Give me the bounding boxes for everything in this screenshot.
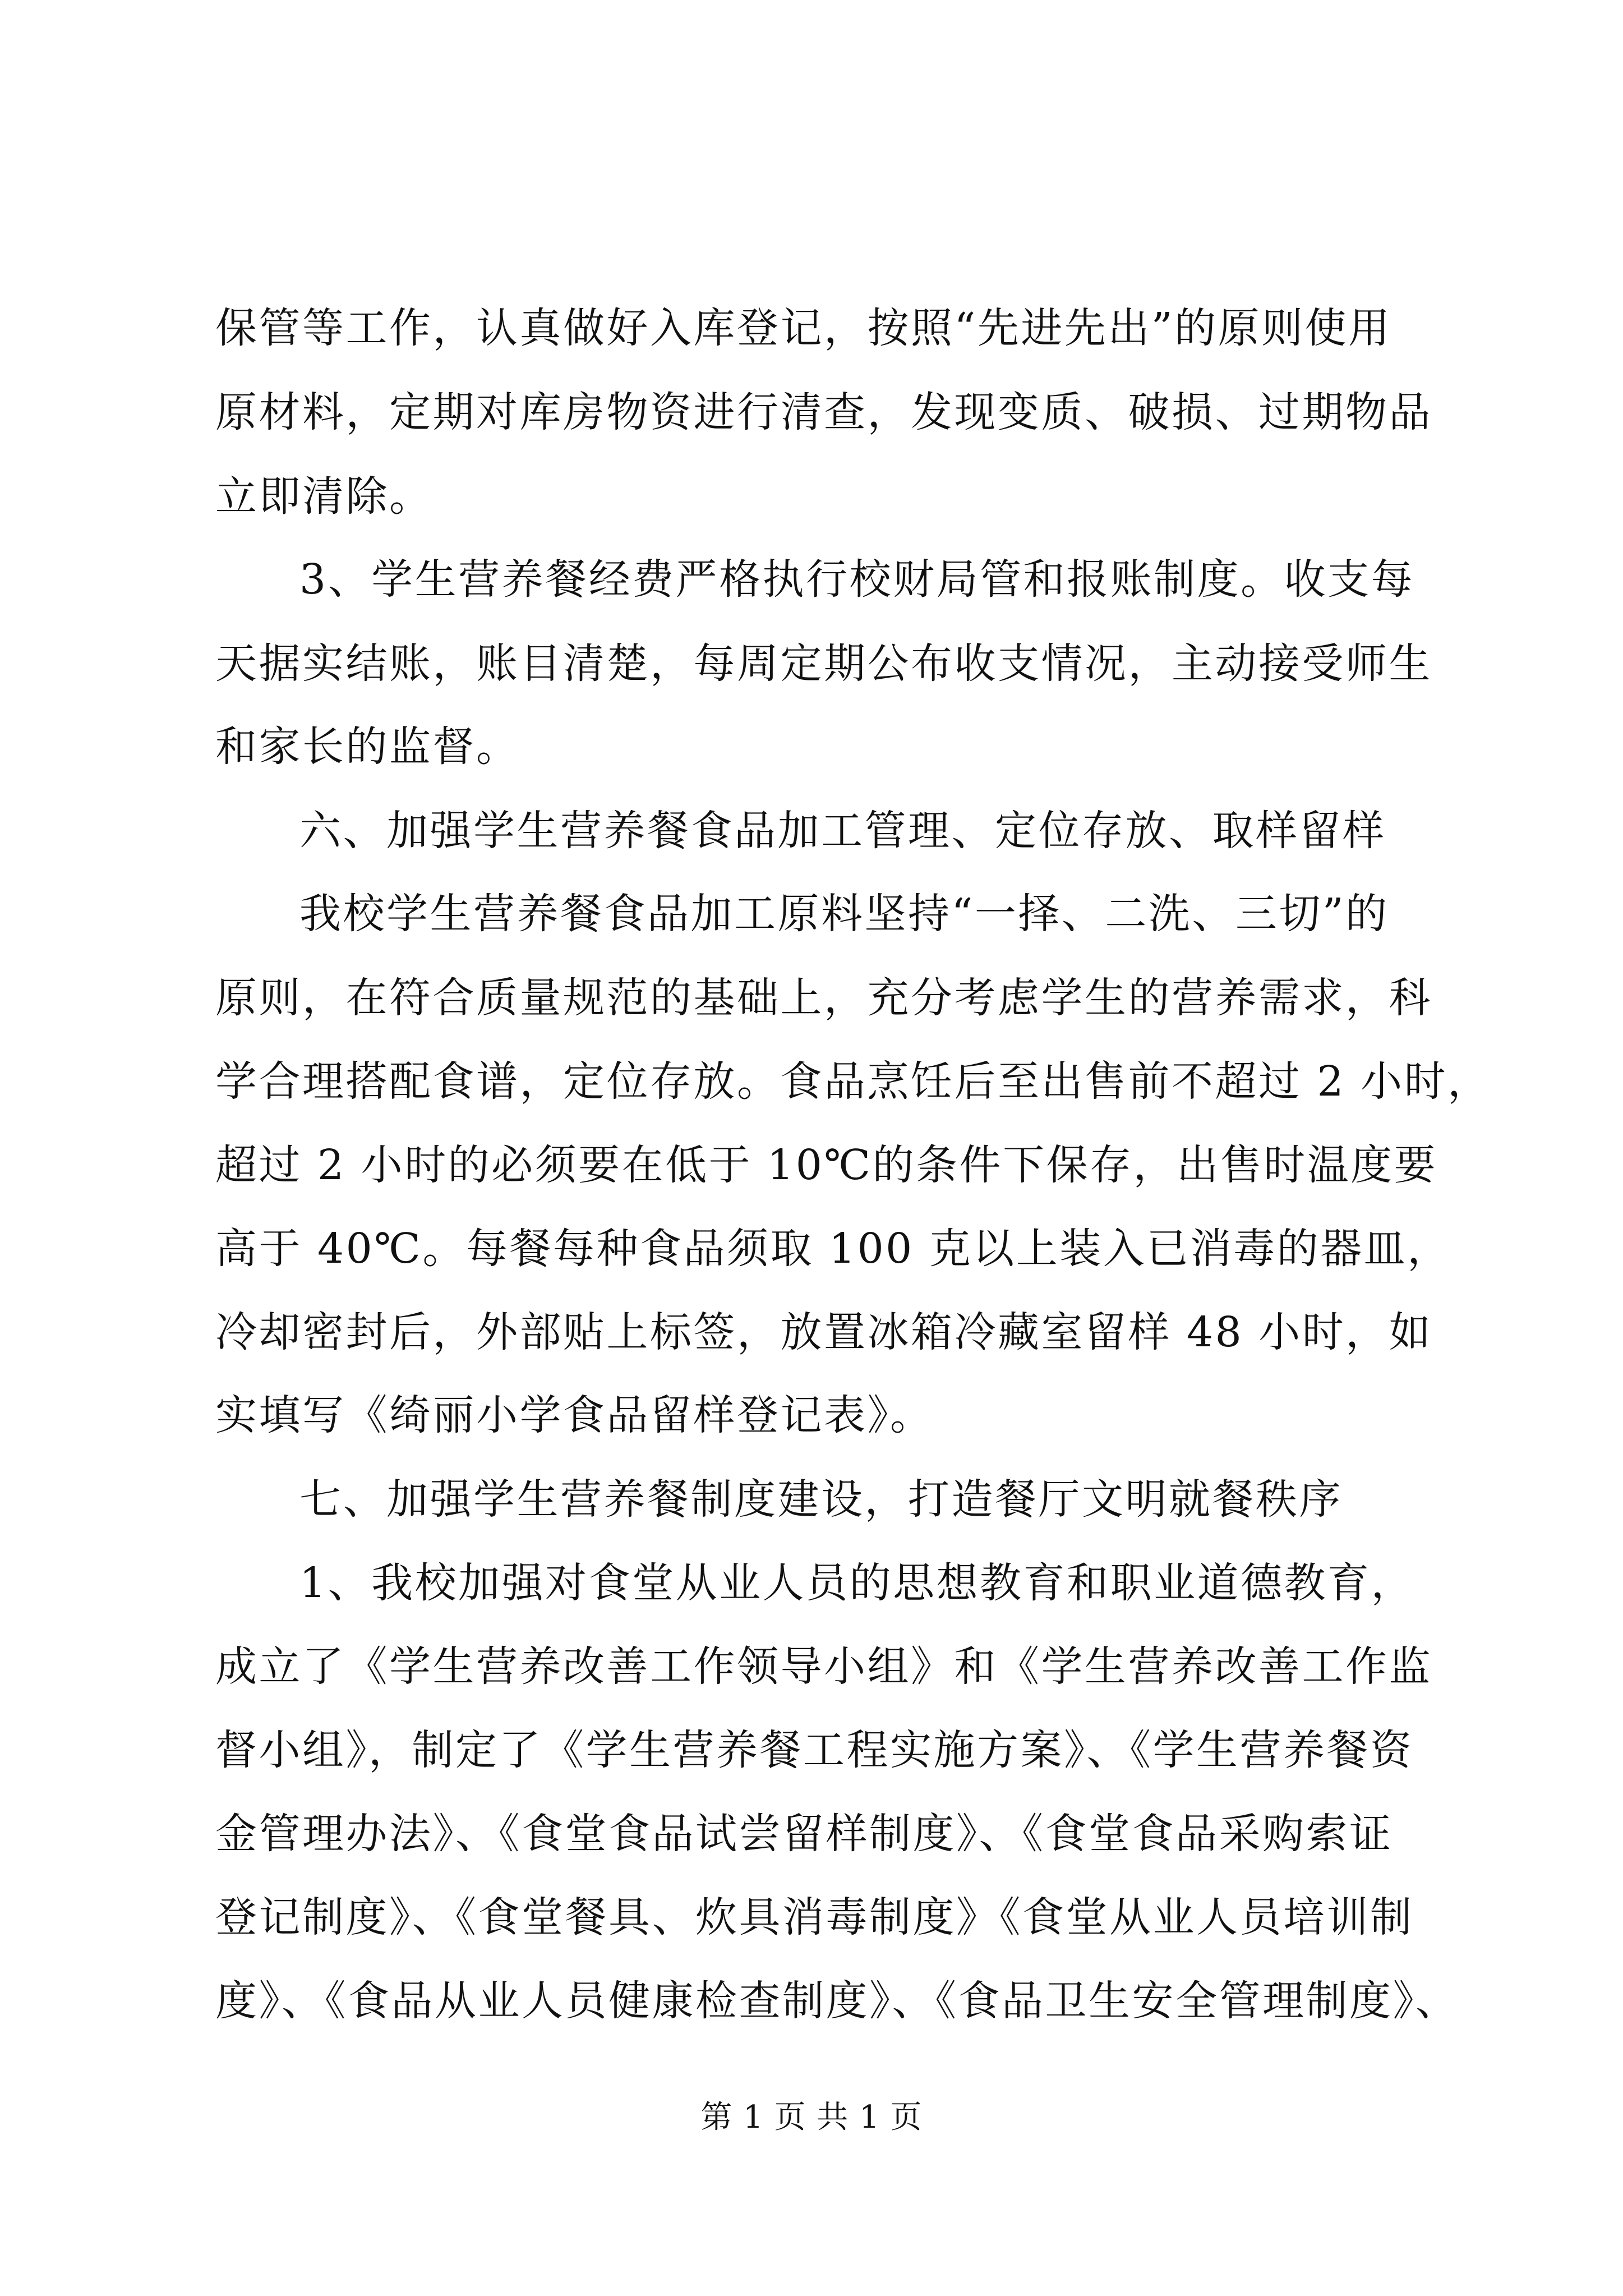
text-line: 冷却密封后，外部贴上标签，放置冰箱冷藏室留样 48 小时，如 — [215, 1308, 1433, 1356]
text-line: 原材料，定期对库房物资进行清查，发现变质、破损、过期物品 — [215, 388, 1432, 436]
text-line: 学合理搭配食谱，定位存放。食品烹饪后至出售前不超过 2 小时， — [215, 1057, 1491, 1106]
text-line: 我校学生营养餐食品加工原料坚持“一择、二洗、三切”的 — [299, 890, 1389, 938]
section-heading: 七、加强学生营养餐制度建设，打造餐厅文明就餐秩序 — [299, 1475, 1343, 1524]
section-heading: 六、加强学生营养餐食品加工管理、定位存放、取样留样 — [299, 807, 1386, 855]
text-line: 成立了《学生营养改善工作领导小组》和《学生营养改善工作监 — [215, 1642, 1432, 1691]
text-line: 金管理办法》、《食堂食品试尝留样制度》、《食堂食品采购索证 — [215, 1810, 1393, 1858]
text-line: 实填写《绮丽小学食品留样登记表》。 — [215, 1391, 934, 1439]
page-footer: 第 1 页 共 1 页 — [700, 2099, 923, 2136]
text-line: 原则，在符合质量规范的基础上，充分考虑学生的营养需求，科 — [215, 974, 1432, 1022]
text-line: 1、我校加强对食堂从业人员的思想教育和职业道德教育， — [299, 1559, 1415, 1607]
text-line: 度》、《食品从业人员健康检查制度》、《食品卫生安全管理制度》、 — [215, 1977, 1459, 2025]
text-line: 督小组》，制定了《学生营养餐工程实施方案》、《学生营养餐资 — [215, 1726, 1414, 1774]
text-line: 保管等工作，认真做好入库登记，按照“先进先出”的原则使用 — [215, 304, 1392, 352]
text-line: 天据实结账，账目清楚，每周定期公布收支情况，主动接受师生 — [215, 639, 1432, 688]
text-line: 高于 40℃。每餐每种食品须取 100 克以上装入已消毒的器皿， — [215, 1225, 1451, 1273]
text-line: 和家长的监督。 — [215, 723, 520, 771]
text-line: 登记制度》、《食堂餐具、炊具消毒制度》《食堂从业人员培训制 — [215, 1893, 1414, 1941]
text-line: 立即清除。 — [215, 472, 433, 521]
text-line: 3、学生营养餐经费严格执行校财局管和报账制度。收支每 — [299, 555, 1415, 604]
text-line: 超过 2 小时的必须要在低于 10℃的条件下保存，出售时温度要 — [215, 1141, 1438, 1189]
